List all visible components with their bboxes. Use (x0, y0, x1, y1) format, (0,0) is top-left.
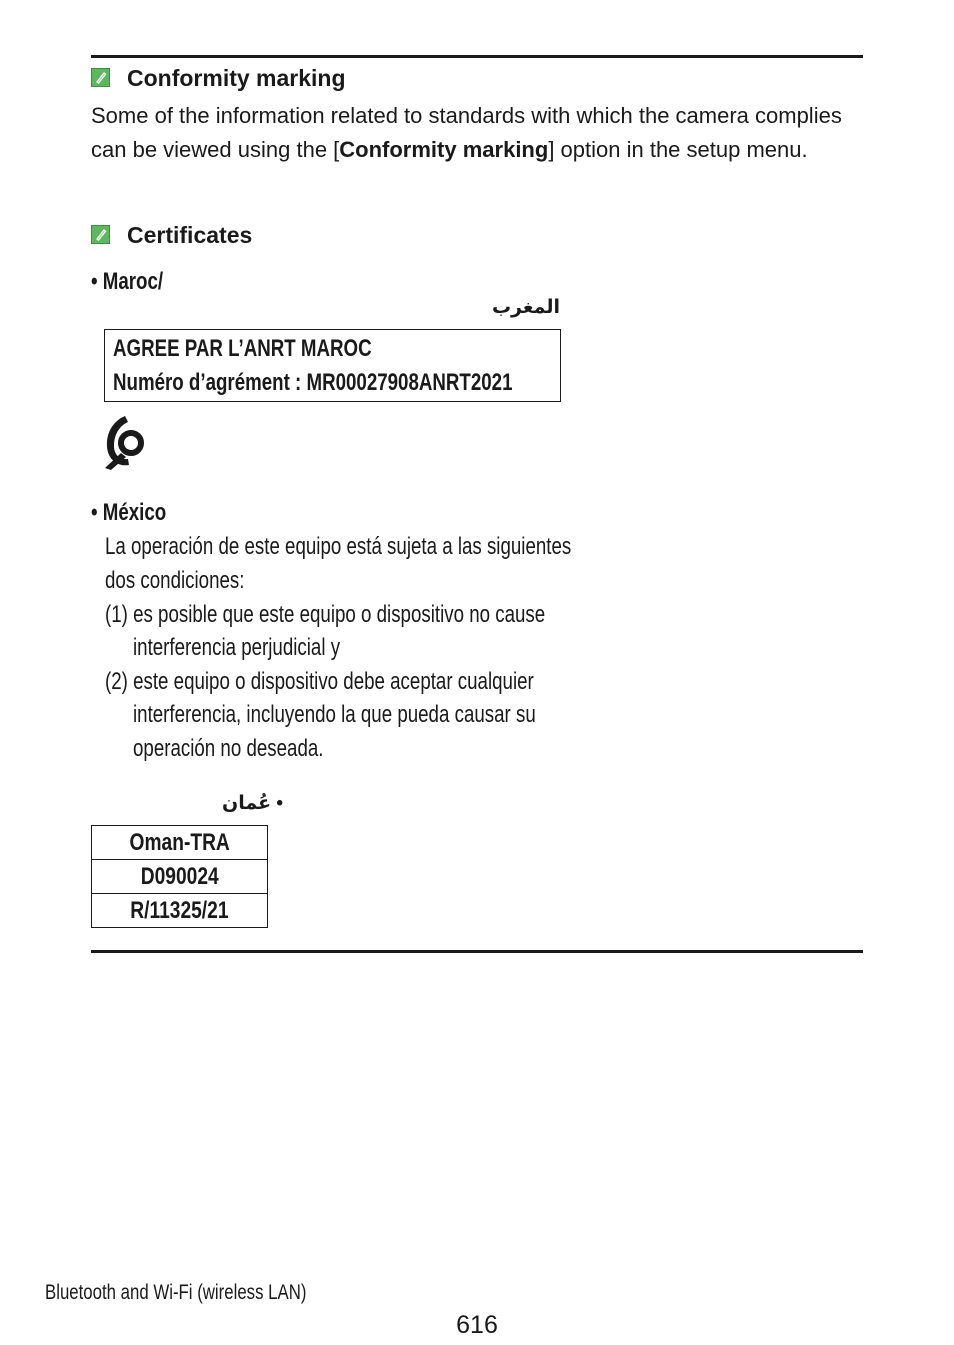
table-row (92, 826, 268, 860)
maroc-box-line-2: Numéro d’agrément : MR00027908ANRT2021 (113, 369, 513, 396)
maroc-arabic-label: المغرب (491, 297, 560, 318)
mexico-bullet: • México (91, 499, 167, 526)
oman-approval-table (91, 825, 268, 928)
anrt-approval-mark-icon (103, 413, 147, 471)
mexico-intro-line-1: La operación de este equipo está sujeta a las siguientes (105, 533, 572, 560)
conformity-marking-text (91, 99, 871, 166)
maroc-approval-box (104, 329, 561, 402)
oman-bullet: • عُمان (222, 793, 283, 814)
mexico-condition-2-line-3: operación no deseada. (133, 735, 324, 762)
conformity-menu-option: Conformity marking (339, 136, 549, 162)
oman-table-cell (92, 860, 268, 894)
oman-table-cell (92, 894, 268, 928)
bottom-rule (91, 950, 863, 953)
mexico-condition-1-line-1: (1) es posible que este equipo o dispositivo no cause (105, 601, 546, 628)
page-number: 616 (456, 1311, 498, 1339)
mexico-condition-1-line-2: interferencia perjudicial y (133, 634, 341, 661)
oman-table-cell (92, 826, 268, 860)
footer-section-title (45, 1278, 372, 1308)
table-row (92, 894, 268, 928)
certificates-heading: Certificates (127, 222, 253, 248)
table-row (92, 860, 268, 894)
mexico-condition-2-line-1: (2) este equipo o dispositivo debe aceptar cualquier (105, 668, 534, 695)
mexico-condition-2-line-2: interferencia, incluyendo la que pueda causar su (133, 701, 536, 728)
oman-row-2: D090024 (140, 863, 219, 890)
footer-section-text: Bluetooth and Wi-Fi (wireless LAN) (45, 1281, 307, 1304)
top-rule (91, 55, 863, 58)
conformity-marking-heading: Conformity marking (127, 65, 346, 91)
oman-row-3: R/11325/21 (130, 897, 229, 924)
oman-row-1: Oman-TRA (129, 829, 230, 856)
note-icon (91, 68, 110, 87)
maroc-bullet: • Maroc/ (91, 268, 164, 295)
maroc-box-line-1: AGREE PAR L’ANRT MAROC (113, 335, 372, 362)
conformity-text-after: ] option in the setup menu. (548, 136, 808, 162)
note-icon (91, 225, 110, 244)
mexico-intro-line-2: dos condiciones: (105, 567, 245, 594)
conformity-text-before: Some of the information related to standards with which the camera complies can be viewed using the [ (91, 103, 842, 162)
